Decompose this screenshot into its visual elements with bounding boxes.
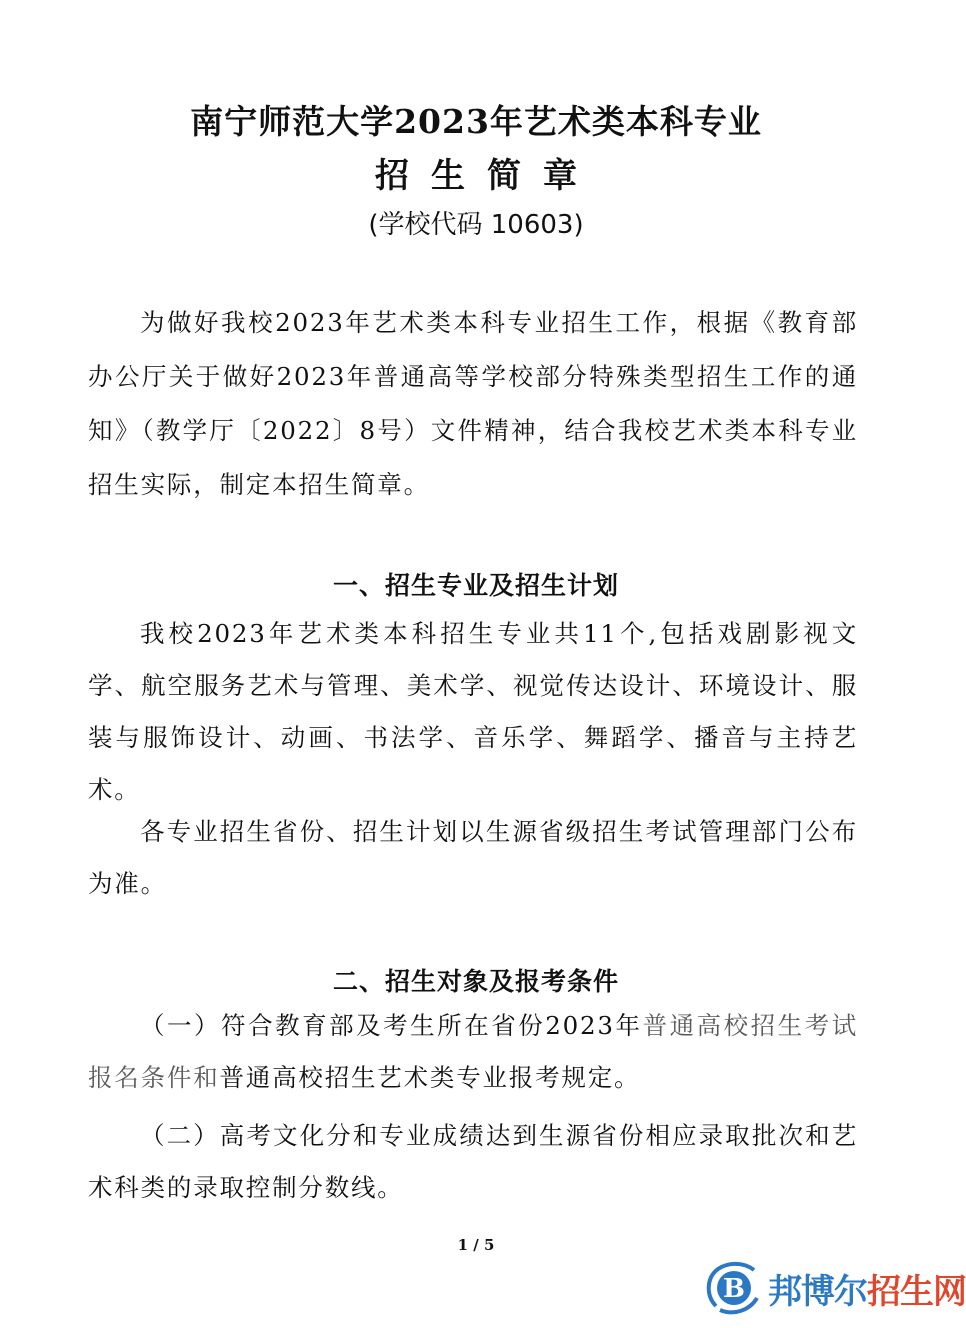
- section2-heading: 二、招生对象及报考条件: [332, 967, 619, 996]
- section2-paragraph-1: [88, 1000, 858, 1104]
- watermark-text-red: 招生网: [867, 1272, 966, 1312]
- section2-p1-highlight: 普通高校招生考试报名条件和: [88, 1011, 858, 1092]
- watermark-text-blue: 邦博尔: [768, 1272, 867, 1312]
- watermark-logo-icon: [704, 1260, 762, 1314]
- page-number: 1 / 5: [457, 1236, 495, 1254]
- section1-heading: 一、招生专业及招生计划: [332, 571, 619, 600]
- section2-p1-start: （一）符合教育部及考生所在省份2023年: [140, 1011, 643, 1040]
- svg-text:B: B: [723, 1274, 745, 1304]
- watermark-text: [768, 1264, 966, 1313]
- intro-paragraph: 为做好我校2023年艺术类本科专业招生工作，根据《教育部办公厅关于做好2023年普通高等学校部分特殊类型招生工作的通知》（教学厅〔2022〕8号）文件精神，结合我校艺术类本科专业招生实际，制定本招生简章。: [88, 308, 858, 499]
- section1-paragraph-2: 各专业招生省份、招生计划以生源省级招生考试管理部门公布为准。: [88, 817, 858, 898]
- watermark: [704, 1258, 966, 1314]
- school-code: (学校代码 10603): [368, 210, 584, 240]
- section1-paragraph: 我校2023年艺术类本科招生专业共11个,包括戏剧影视文学、航空服务艺术与管理、美术学、视觉传达设计、环境设计、服装与服饰设计、动画、书法学、音乐学、舞蹈学、播音与主持艺术。: [88, 619, 858, 804]
- document-subtitle: 招生简章: [375, 156, 599, 196]
- document-title: 南宁师范大学2023年艺术类本科专业: [190, 102, 762, 141]
- section2-paragraph-2: （二）高考文化分和专业成绩达到生源省份相应录取批次和艺术科类的录取控制分数线。: [88, 1121, 858, 1202]
- section2-p1-end: 普通高校招生艺术类专业报考规定。: [219, 1063, 641, 1092]
